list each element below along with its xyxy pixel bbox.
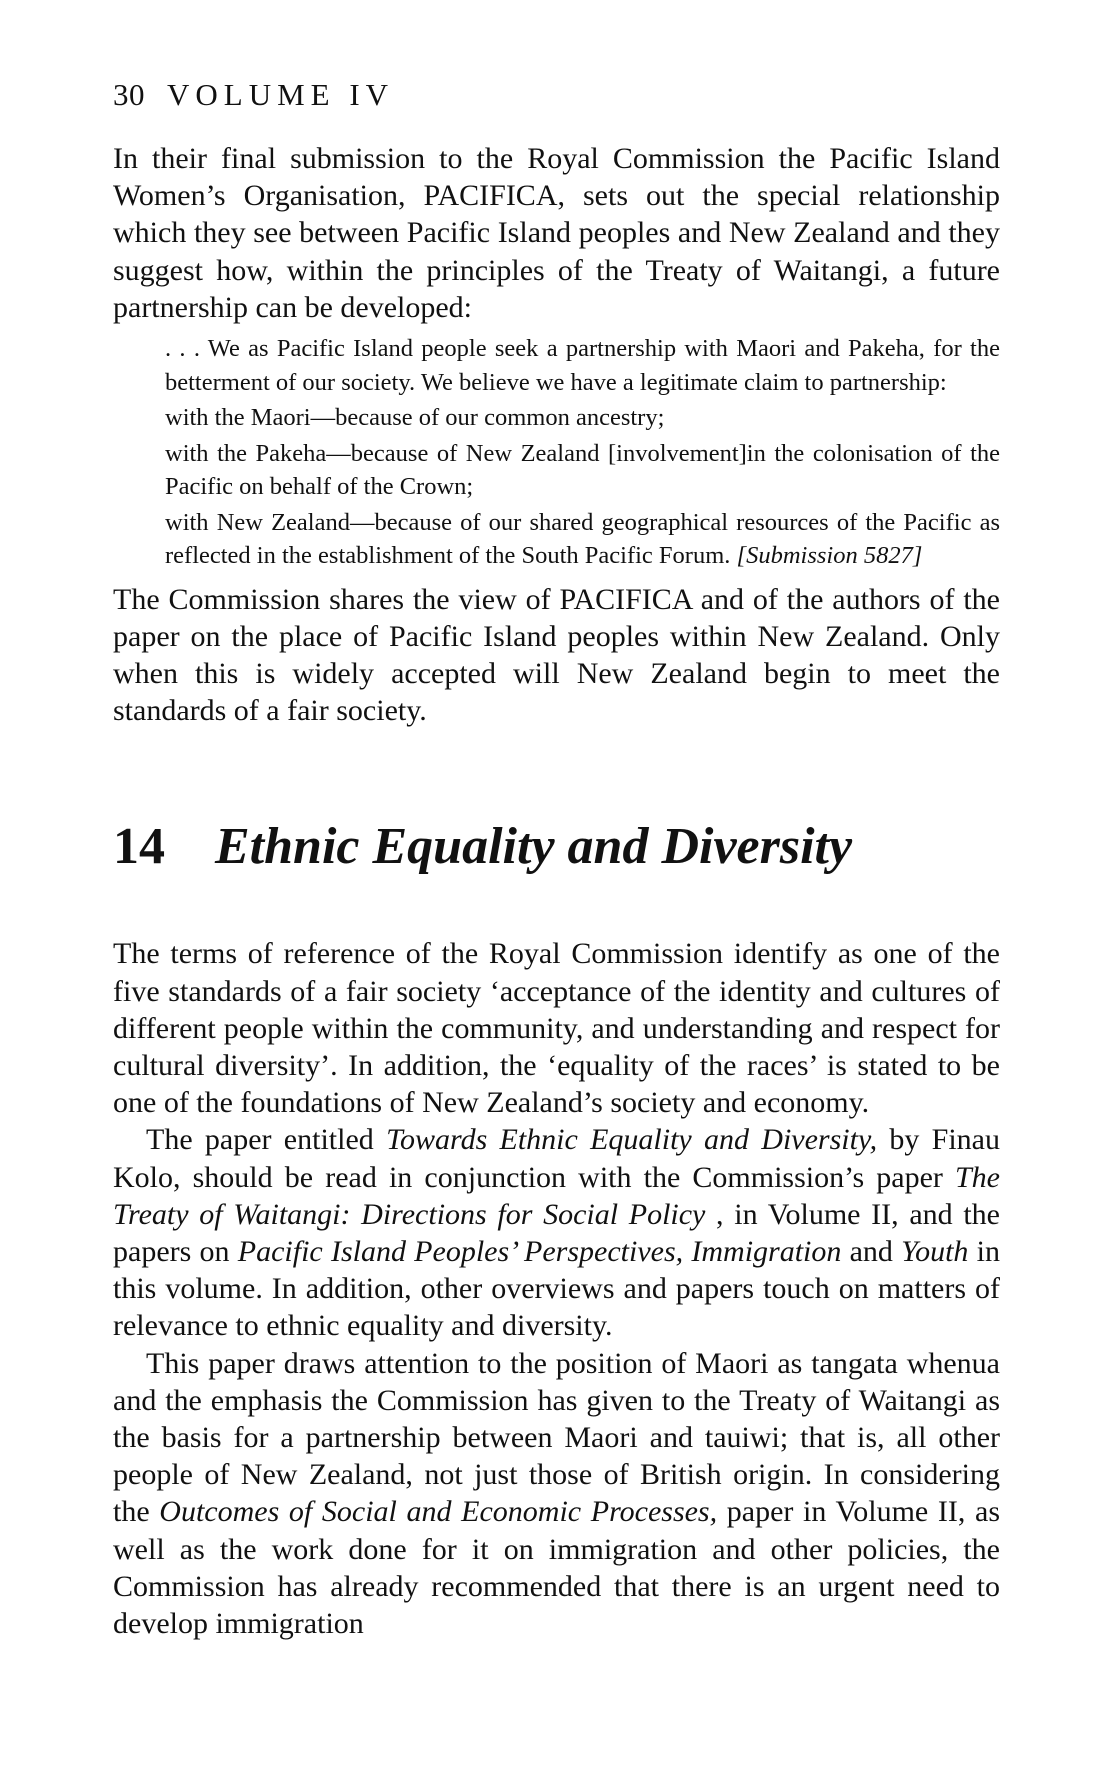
paper-text-2: by Finau Kolo, should be read in conjunction with the Commission’s paper [113, 1123, 1000, 1194]
paper-title-ethnic-equality: Towards Ethnic Equality and Diversity, [386, 1123, 878, 1157]
tangata-whenua-paragraph [113, 1345, 1000, 1643]
chapter-title: Ethnic Equality and Diversity [215, 818, 853, 876]
pacifica-quote [165, 332, 1000, 573]
draws-text-2: paper in Volume II, as well as the work done for it on immigration and other policies, the Commission has already recommended that there is an urgent need to develop immigration [113, 1495, 1001, 1640]
paper-title-youth: Youth [901, 1234, 969, 1268]
quote-item-pakeha: with the Pakeha—because of New Zealand [involvement]in the colonisation of the Pacific on behalf of the Crown; [165, 439, 1000, 501]
paper-text-4: and [841, 1234, 902, 1268]
quote-item-new-zealand-text: with New Zealand—because of our shared geographical resources of the Pacific as reflected in the establishment of the South Pacific Forum. [165, 508, 1000, 570]
paper-text-3: , in Volume II, and the papers on [113, 1197, 1000, 1268]
paper-title-treaty: The Treaty of Waitangi: Directions for Social Policy [113, 1160, 1000, 1231]
paper-text-1: The paper entitled [146, 1123, 387, 1157]
page-number: 30 [113, 77, 145, 112]
volume-label: VOLUME IV [167, 77, 395, 112]
paper-title-outcomes: Outcomes of Social and Economic Processes, [159, 1495, 718, 1529]
quote-lead: . . . We as Pacific Island people seek a partnership with Maori and Pakeha, for the betterment of our society. We believe we have a legitimate claim to partnership: [165, 335, 1000, 396]
intro-paragraph: In their final submission to the Royal Commission the Pacific Island Women’s Organisation, PACIFICA, sets out the special relationship which they see between Pacific Island peoples and New Zealand and they suggest how, within the principles of the Treaty of Waitangi, a future partnership can be developed: [113, 142, 1000, 324]
chapter-heading [113, 815, 1000, 879]
paper-title-pacific-immigration: Pacific Island Peoples’ Perspectives, Immigration [237, 1234, 842, 1268]
document-page [113, 76, 1000, 1642]
quote-item-maori: with the Maori—because of our common ancestry; [165, 404, 665, 432]
paper-reference-paragraph [113, 1121, 1000, 1344]
commission-paragraph: The Commission shares the view of PACIFICA and of the authors of the paper on the place of Pacific Island peoples within New Zealand. Only when this is widely accepted will New Zealand begin to meet the standards of a fair society. [113, 582, 1000, 728]
terms-of-reference-paragraph: The terms of reference of the Royal Commission identify as one of the five standards of a fair society ‘acceptance of the identity and cultures of different people within the community, and understanding and respect for cultural diversity’. In addition, the ‘equality of the races’ is stated to be one of the foundations of New Zealand’s society and economy. [113, 937, 1000, 1120]
chapter-number: 14 [113, 818, 165, 876]
draws-text-1: This paper draws attention to the position of Maori as tangata whenua and the emphasis the Commission has given to the Treaty of Waitangi as the basis for a partnership between Maori and tauiwi; that is, all other people of New Zealand, not just those of British origin. In considering the [113, 1346, 1000, 1529]
running-header [113, 76, 1000, 114]
quote-item-new-zealand [165, 506, 1000, 573]
submission-citation: [Submission 5827] [736, 542, 923, 570]
paper-text-5: in this volume. In addition, other overviews and papers touch on matters of relevance to ethnic equality and diversity. [113, 1234, 1000, 1343]
